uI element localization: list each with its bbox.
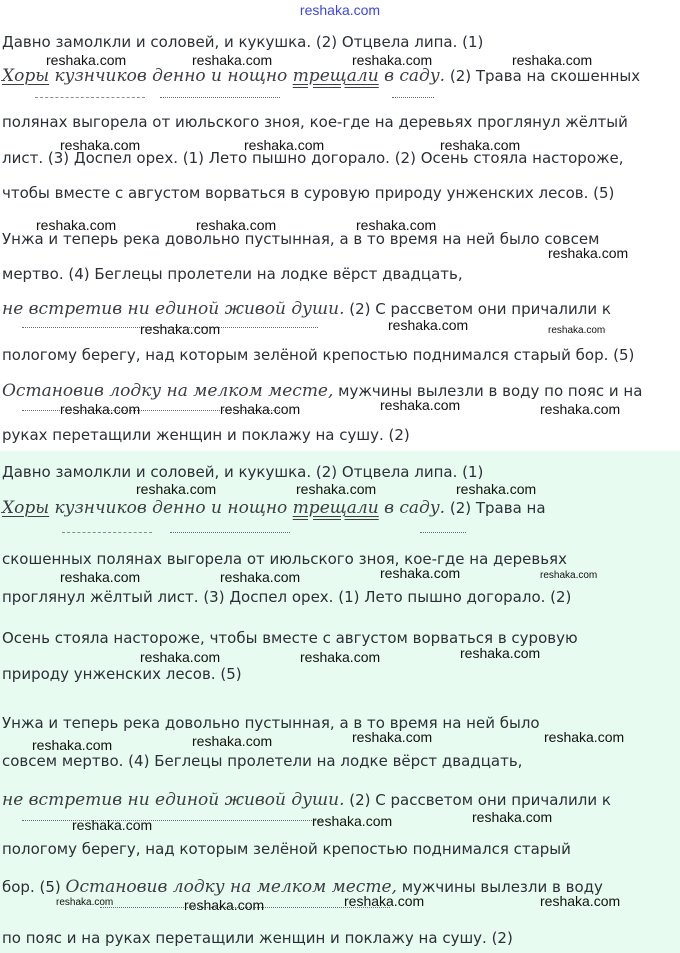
participial-phrase: Остановив лодку на мелком месте,	[65, 877, 397, 897]
text-line: совсем мертво. (4) Беглецы пролетели на лодке вёрст двадцать,	[2, 752, 523, 770]
watermark: reshaka.com	[192, 52, 273, 68]
watermark: reshaka.com	[220, 569, 301, 585]
adverbial-underline	[420, 532, 466, 533]
predicate-word: трещали	[292, 66, 379, 86]
subject-word: Хоры	[2, 498, 50, 518]
watermark: reshaka.com	[352, 729, 433, 745]
text-line: природу унженских лесов. (5)	[2, 665, 242, 683]
adverbial-underline	[160, 97, 280, 98]
watermark: reshaka.com	[192, 733, 273, 749]
text-line	[2, 66, 640, 86]
text-line: пологому берегу, над которым зелёной крепостью поднимался старый бор. (5)	[2, 346, 635, 364]
watermark: reshaka.com	[56, 897, 114, 908]
participial-phrase: не встретив ни единой живой души.	[2, 299, 345, 319]
italic-text: в саду.	[378, 498, 446, 518]
watermark: reshaka.com	[540, 401, 621, 417]
watermark: reshaka.com	[184, 897, 265, 913]
text-line	[2, 381, 642, 401]
participial-phrase: Остановив лодку на мелком месте,	[2, 381, 334, 401]
italic-text: в саду.	[378, 66, 446, 86]
watermark: reshaka.com	[352, 52, 433, 68]
text-line: мертво. (4) Беглецы пролетели на лодке вёрст двадцать,	[2, 265, 463, 283]
text-line: Унжа и теперь река довольно пустынная, а в то время на ней было	[2, 714, 540, 732]
text-line: чтобы вместе с августом ворваться в суровую природу унженских лесов. (5)	[2, 184, 615, 202]
watermark: reshaka.com	[356, 217, 437, 233]
plain-text: бор. (5)	[2, 878, 66, 896]
watermark: reshaka.com	[60, 137, 141, 153]
watermark: reshaka.com	[440, 137, 521, 153]
watermark: reshaka.com	[380, 565, 461, 581]
text-line: скошенных полянах выгорела от июльского зноя, кое-где на деревьях	[2, 550, 567, 568]
watermark: reshaka.com	[540, 893, 621, 909]
participial-phrase: не встретив ни единой живой души.	[2, 790, 345, 810]
watermark: reshaka.com	[140, 649, 221, 665]
watermark: reshaka.com	[312, 813, 393, 829]
watermark: reshaka.com	[60, 401, 141, 417]
plain-text: мужчины вылезли в воду	[396, 878, 603, 896]
text-line	[2, 498, 546, 518]
text-line: Унжа и теперь река довольно пустынная, а в то время на ней было совсем	[2, 230, 600, 248]
plain-text: (2) Трава на	[445, 499, 546, 517]
watermark: reshaka.com	[460, 645, 541, 661]
watermark: reshaka.com	[512, 52, 593, 68]
watermark: reshaka.com	[388, 317, 469, 333]
text-line: проглянул жёлтый лист. (3) Доспел орех. (1) Лето пышно догорало. (2)	[2, 588, 572, 606]
text-line: Давно замолкли и соловей, и кукушка. (2) Отцвела липа. (1)	[2, 463, 484, 481]
watermark: reshaka.com	[456, 481, 537, 497]
text-line	[2, 790, 611, 810]
subject-word: Хоры	[2, 66, 50, 86]
text-line: Давно замолкли и соловей, и кукушка. (2) Отцвела липа. (1)	[2, 33, 484, 51]
text-line: пологому берегу, над которым зелёной крепостью поднимался старый	[2, 840, 571, 858]
watermark: reshaka.com	[32, 737, 113, 753]
watermark: reshaka.com	[544, 729, 625, 745]
text-line: руках перетащили женщин и поклажу на сушу. (2)	[2, 426, 410, 444]
watermark: reshaka.com	[244, 137, 325, 153]
adverbial-underline	[392, 97, 434, 98]
text-line: Осень стояла настороже, чтобы вместе с августом ворваться в суровую	[2, 629, 578, 647]
site-header[interactable]: reshaka.com	[299, 2, 381, 18]
watermark: reshaka.com	[548, 325, 606, 336]
watermark: reshaka.com	[296, 481, 377, 497]
attribute-underline	[35, 97, 145, 98]
watermark: reshaka.com	[140, 321, 221, 337]
plain-text: мужчины вылезли в воду по пояс и на	[333, 382, 643, 400]
text-line	[2, 877, 603, 897]
predicate-word: трещали	[292, 498, 379, 518]
text-line: полянах выгорела от июльского зноя, кое-где на деревьях проглянул жёлтый	[2, 113, 628, 131]
watermark: reshaka.com	[72, 817, 153, 833]
watermark: reshaka.com	[136, 481, 217, 497]
text-line: по пояс и на руках перетащили женщин и поклажу на сушу. (2)	[2, 929, 513, 947]
participial-underline	[22, 820, 322, 821]
plain-text: (2) С рассветом они причалили к	[344, 791, 611, 809]
plain-text: (2) С рассветом они причалили к	[344, 300, 611, 318]
italic-text: кузнчиков денно и нощно	[49, 66, 293, 86]
watermark: reshaka.com	[344, 893, 425, 909]
text-line: лист. (3) Доспел орех. (1) Лето пышно догорало. (2) Осень стояла настороже,	[2, 149, 624, 167]
watermark: reshaka.com	[540, 570, 598, 581]
plain-text: (2) Трава на скошенных	[445, 67, 641, 85]
adverbial-underline	[170, 532, 290, 533]
attribute-underline	[62, 532, 152, 533]
italic-text: кузнчиков денно и нощно	[49, 498, 293, 518]
watermark: reshaka.com	[380, 397, 461, 413]
watermark: reshaka.com	[548, 245, 629, 261]
watermark: reshaka.com	[472, 809, 553, 825]
watermark: reshaka.com	[60, 569, 141, 585]
watermark: reshaka.com	[36, 217, 117, 233]
watermark: reshaka.com	[300, 649, 381, 665]
watermark: reshaka.com	[196, 217, 277, 233]
watermark: reshaka.com	[220, 401, 301, 417]
text-line	[2, 299, 611, 319]
watermark: reshaka.com	[46, 52, 127, 68]
